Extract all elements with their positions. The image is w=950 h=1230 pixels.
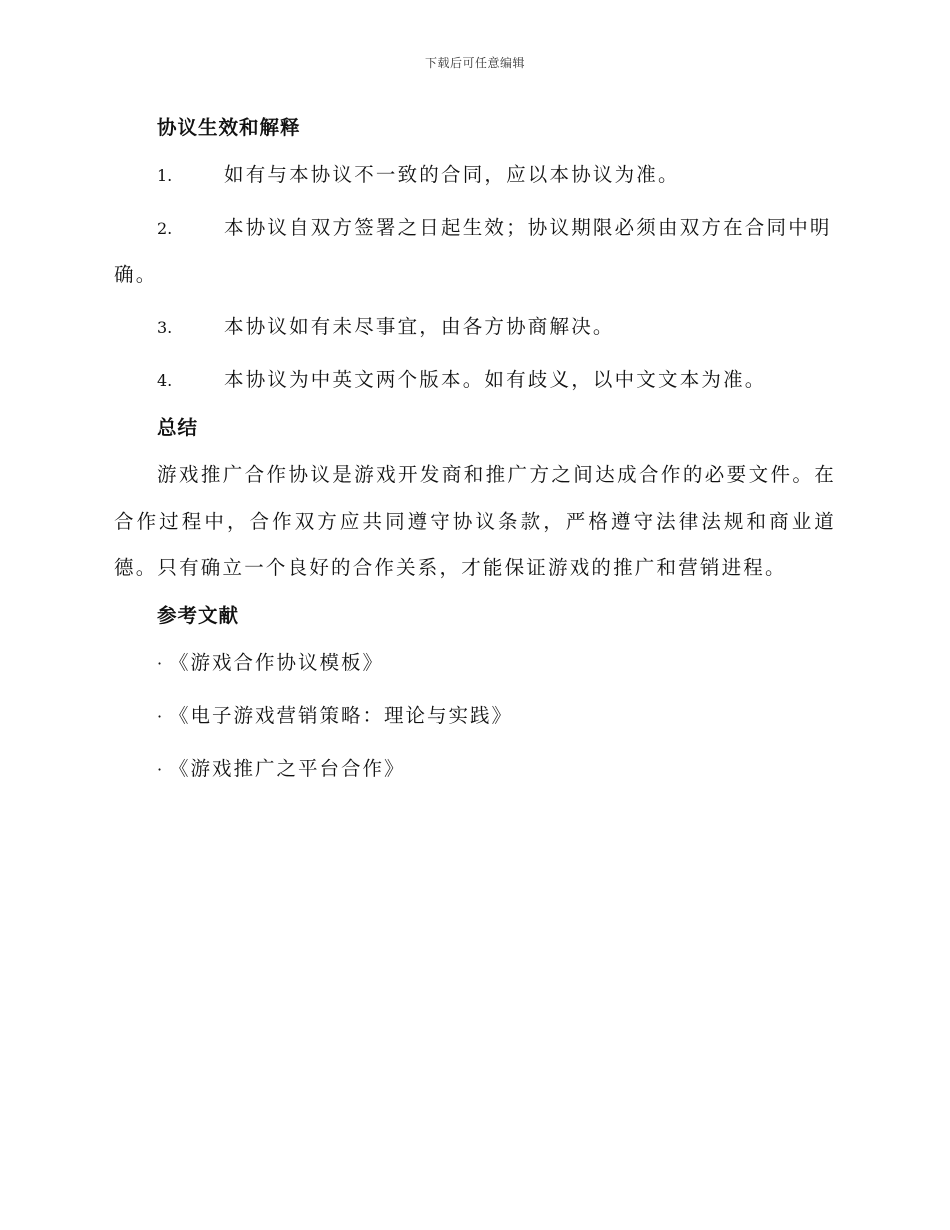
document-body [114, 110, 836, 793]
reference-text: 《游戏合作协议模板》 [169, 650, 385, 674]
item-number: 3. [157, 318, 173, 337]
numbered-item [114, 357, 836, 404]
section-heading-effect: 协议生效和解释 [157, 116, 301, 139]
bullet-icon: · [157, 653, 165, 673]
item-number: 2. [157, 219, 173, 238]
numbered-item [114, 205, 836, 298]
reference-item [157, 746, 836, 793]
item-number: 1. [157, 166, 173, 185]
reference-text: 《游戏推广之平台合作》 [169, 756, 406, 780]
header-note: 下载后可任意编辑 [424, 56, 525, 70]
section-heading-references: 参考文献 [157, 603, 240, 627]
summary-paragraph: 游戏推广合作协议是游戏开发商和推广方之间达成合作的必要文件。在合作过程中，合作双方应共同遵守协议条款，严格遵守法律法规和商业道德。只有确立一个良好的合作关系，才能保证游戏的推广和营销进程。 [114, 463, 836, 579]
item-text: 如有与本协议不一致的合同，应以本协议为准。 [224, 163, 680, 186]
item-text: 本协议如有未尽事宜，由各方协商解决。 [224, 315, 615, 338]
item-text: 本协议自双方签署之日起生效；协议期限必须由双方在合同中明确。 [114, 216, 832, 286]
reference-text: 《电子游戏营销策略：理论与实践》 [169, 703, 514, 727]
numbered-item [114, 304, 836, 351]
bullet-icon: · [157, 706, 165, 726]
bullet-icon: · [157, 759, 165, 779]
reference-item [157, 693, 836, 740]
section-heading-summary: 总结 [157, 416, 199, 439]
reference-item [157, 640, 836, 687]
numbered-item [114, 152, 836, 199]
item-text: 本协议为中英文两个版本。如有歧义，以中文文本为准。 [224, 368, 767, 391]
item-number: 4. [157, 371, 173, 390]
